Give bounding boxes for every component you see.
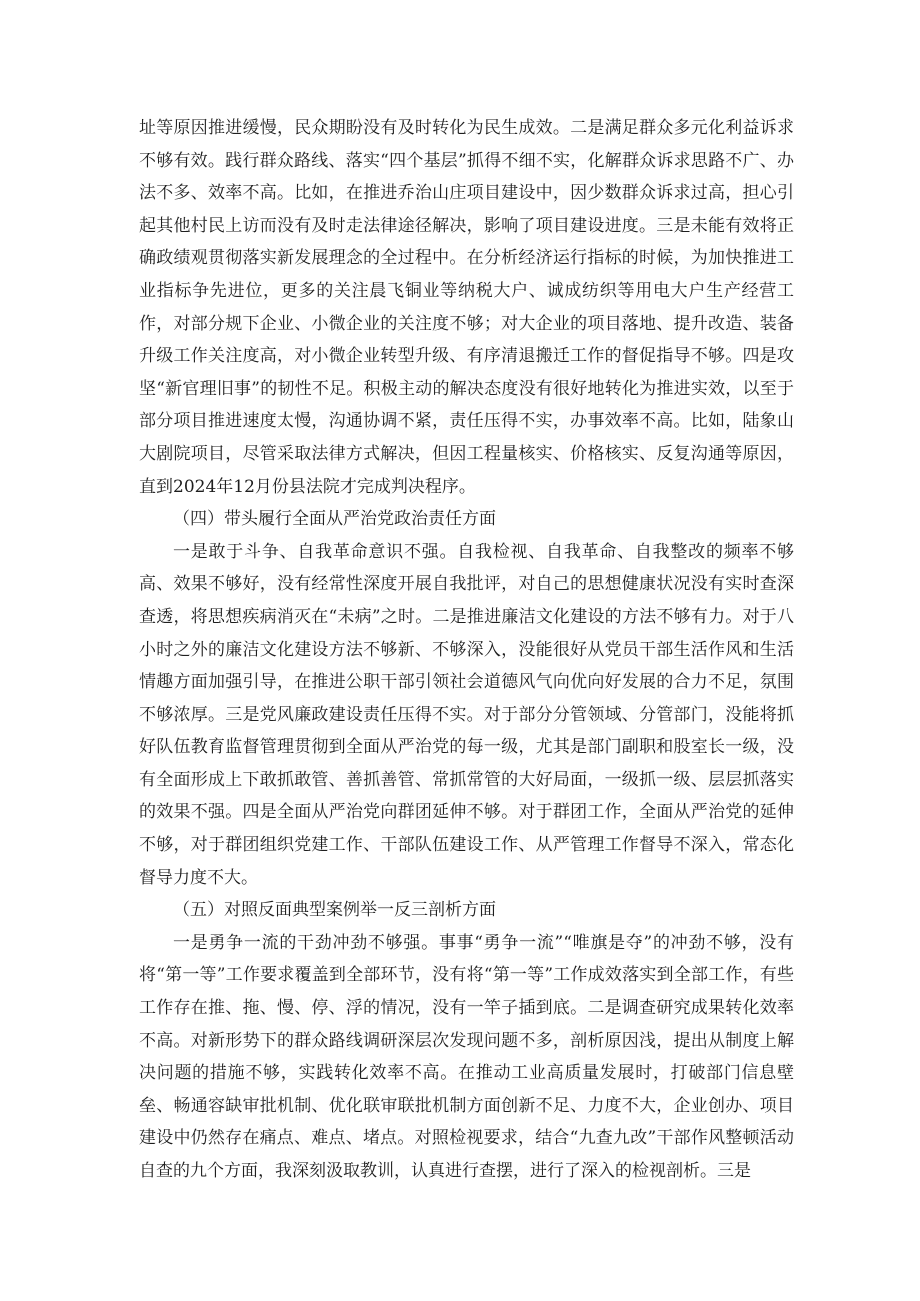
section-heading-5: （五）对照反面典型案例举一反三剖析方面 [173,900,496,921]
paragraph-continued: 址等原因推进缓慢，民众期盼没有及时转化为民生成效。二是满足群众多元化利益诉求不够有效。践行群众路线、落实“四个基层”抓得不细不实，化解群众诉求思路不广、办法不多、效率不高。比如，在推进乔治山庄项目建设中，因少数群众诉求过高，担心引起其他村民上访而没有及时走法律途径解决，影响了项目建设进度。三是未能有效将正确政绩观贯彻落实新发展理念的全过程中。在分析经济运行指标的时候，为加快推进工业指标争先进位，更多的关注晨飞铜业等纳税大户、诚成纺织等用电大户生产经营工作，对部分规下企业、小微企业的关注度不够；对大企业的项目落地、提升改造、装备升级工作关注度高，对小微企业转型升级、有序清退搬迁工作的督促指导不够。四是攻坚“新官理旧事”的韧性不足。积极主动的解决态度没有很好地转化为推进实效，以至于部分项目推进速度太慢，沟通协调不紧，责任压得不实，办事效率不高。比如，陆象山大剧院项目，尽管采取法律方式解决，但因工程量核实、价格核实、反复沟通等原因，直到2024年12月份县法院才完成判决程序。 [139,118,794,497]
section-heading-4: （四）带头履行全面从严治党政治责任方面 [173,509,496,530]
document-body [139,112,794,1188]
paragraph-section-4: 一是敢于斗争、自我革命意识不强。自我检视、自我革命、自我整改的频率不够高、效果不够好，没有经常性深度开展自我批评，对自己的思想健康状况没有实时查深查透，将思想疾病消灭在“未病”之时。二是推进廉洁文化建设的方法不够有力。对于八小时之外的廉洁文化建设方法不够新、不够深入，没能很好从党员干部生活作风和生活情趣方面加强引导，在推进公职干部引领社会道德风气向优向好发展的合力不足，氛围不够浓厚。三是党风廉政建设责任压得不实。对于部分分管领域、分管部门，没能将抓好队伍教育监督管理贯彻到全面从严治党的每一级，尤其是部门副职和股室长一级，没有全面形成上下敢抓敢管、善抓善管、常抓常管的大好局面，一级抓一级、层层抓落实的效果不强。四是全面从严治党向群团延伸不够。对于群团工作，全面从严治党的延伸不够，对于群团组织党建工作、干部队伍建设工作、从严管理工作督导不深入，常态化督导力度不大。 [139,541,794,888]
paragraph-section-5: 一是勇争一流的干劲冲劲不够强。事事“勇争一流”“唯旗是夺”的冲劲不够，没有将“第一等”工作要求覆盖到全部环节，没有将“第一等”工作成效落实到全部工作，有些工作存在推、拖、慢、停、浮的情况，没有一竿子插到底。二是调查研究成果转化效率不高。对新形势下的群众路线调研深层次发现问题不多，剖析原因浅，提出从制度上解决问题的措施不够，实践转化效率不高。在推动工业高质量发展时，打破部门信息壁垒、畅通容缺审批机制、优化联审联批机制方面创新不足、力度不大，企业创办、项目建设中仍然存在痛点、难点、堵点。对照检视要求，结合“九查九改”干部作风整顿活动自查的九个方面，我深刻汲取教训，认真进行查摆，进行了深入的检视剖析。三是 [139,932,794,1181]
